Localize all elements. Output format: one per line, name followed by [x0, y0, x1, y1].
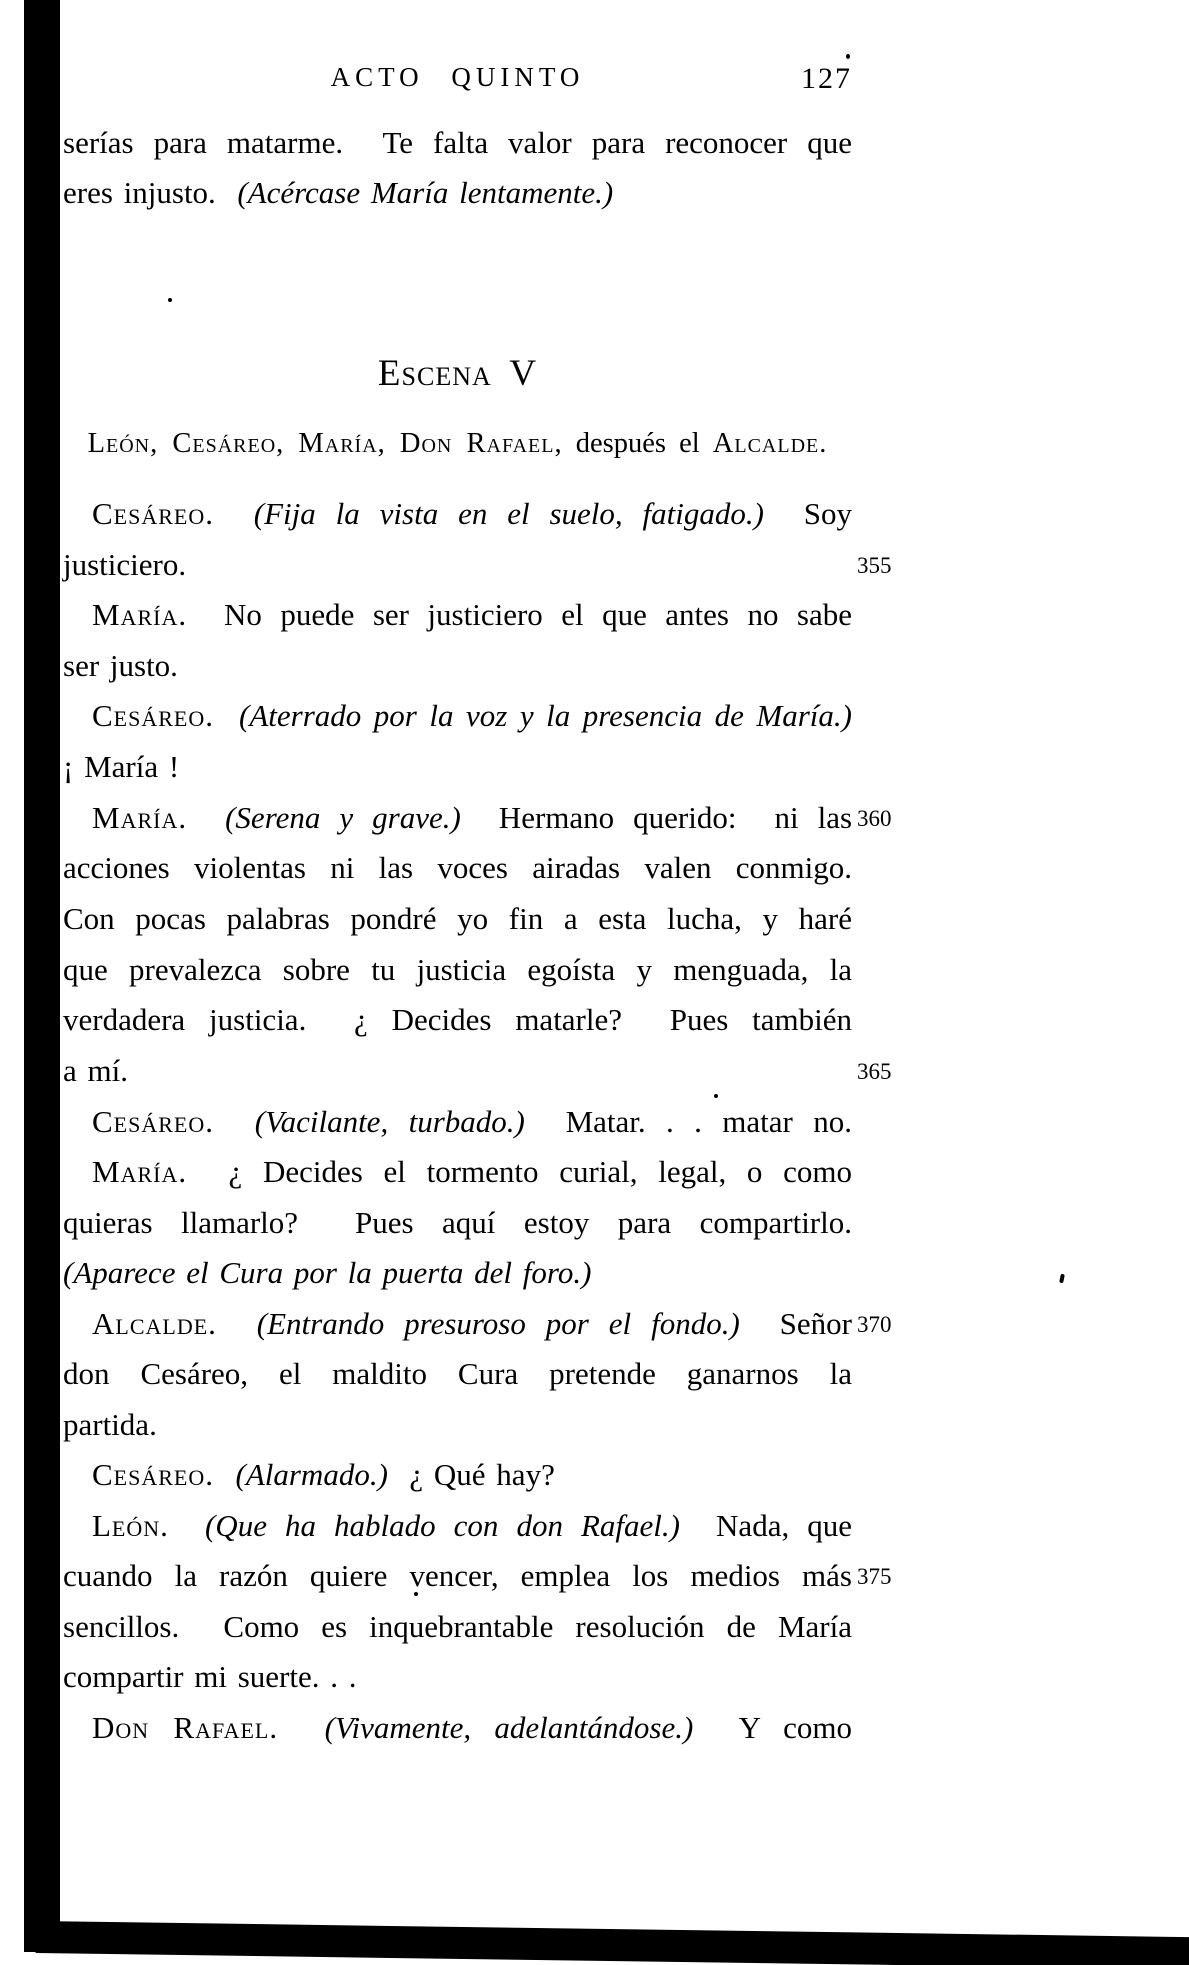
- running-head: ACTO QUINTO: [330, 62, 585, 92]
- stage-direction: (Vivamente, adelantándose.): [324, 1710, 694, 1745]
- speaker-name: Cesáreo.: [92, 496, 214, 531]
- dialogue-text: Señor: [739, 1306, 852, 1341]
- dialogue-text: ser justo.: [63, 648, 178, 683]
- stage-direction: (Aparece el Cura por la puerta del foro.): [63, 1255, 592, 1290]
- dialogue-text: acciones violentas ni las voces airadas valen conmigo.: [63, 850, 852, 885]
- dialogue-text: compartir mi suerte. . .: [63, 1659, 357, 1694]
- stage-direction: (Fija la vista en el suelo, fatigado.): [253, 496, 764, 531]
- text-line: [63, 1205, 852, 1241]
- dialogue-text: partida.: [63, 1407, 157, 1442]
- text-line: [63, 1457, 852, 1493]
- text-line: [63, 1053, 852, 1089]
- dialogue-text: sencillos. Como es inquebrantable resolución de María: [63, 1609, 852, 1644]
- text-line: [63, 1104, 852, 1140]
- text-line: [63, 952, 852, 988]
- text-line: [63, 1356, 852, 1392]
- text-line: [63, 1407, 852, 1443]
- text-line: [63, 547, 852, 583]
- text-line: [63, 496, 852, 532]
- text-line: [63, 1154, 852, 1190]
- stage-direction: (Que ha hablado con don Rafael.): [204, 1508, 680, 1543]
- text-line: [63, 800, 852, 836]
- dialogue-text: [214, 698, 239, 733]
- text-line: [63, 1306, 852, 1342]
- dialogue-text: [278, 1710, 324, 1745]
- verse-line-number: 355: [857, 553, 892, 578]
- dialogue-text: [217, 1306, 257, 1341]
- dialogue-text: que prevalezca sobre tu justicia egoísta y menguada, la: [63, 952, 852, 987]
- text-line: [63, 175, 852, 211]
- stage-direction: (Alarmado.): [235, 1457, 388, 1492]
- speaker-name: León.: [92, 1508, 169, 1543]
- text-line: [63, 901, 852, 937]
- dialogue-text: Y como: [693, 1710, 852, 1745]
- text-line: [63, 1255, 852, 1291]
- dialogue-text: a mí.: [63, 1053, 128, 1088]
- text-line: [63, 1508, 852, 1544]
- dialogue-text: [214, 1104, 255, 1139]
- speaker-name: María.: [92, 597, 188, 632]
- stage-direction: (Acércase María lentamente.): [237, 175, 614, 210]
- speaker-name: Don Rafael.: [92, 1710, 279, 1745]
- verse-line-number: 370: [857, 1312, 892, 1337]
- dialogue-text: don Cesáreo, el maldito Cura pretende ganarnos la: [63, 1356, 852, 1391]
- dialogue-text: ¡ María !: [63, 749, 180, 784]
- dialogue-text: justiciero.: [63, 547, 187, 582]
- speaker-name: Alcalde.: [92, 1306, 217, 1341]
- dialogue-text: Con pocas palabras pondré yo fin a esta lucha, y haré: [63, 901, 852, 936]
- text-line: [63, 1002, 852, 1038]
- text-line: [63, 1659, 852, 1695]
- dialogue-text: verdadera justicia. ¿ Decides matarle? Pues también: [63, 1002, 852, 1037]
- stage-direction: (Serena y grave.): [225, 800, 461, 835]
- text-line: [63, 648, 852, 684]
- scene-heading: [63, 353, 852, 394]
- text-line: [63, 698, 852, 734]
- dialogue-text: Hermano querido: ni las: [460, 800, 853, 835]
- text-line: [63, 850, 852, 886]
- dialogue-text: Nada, que: [679, 1508, 852, 1543]
- speaker-name: María.: [92, 800, 188, 835]
- dialogue-text: eres injusto.: [63, 175, 238, 210]
- speaker-name: Escena V: [377, 353, 538, 394]
- stage-direction: (Aterrado por la voz y la presencia de María.): [239, 698, 852, 733]
- cast-list: [63, 426, 852, 462]
- dialogue-text: quieras llamarlo? Pues aquí estoy para compartirlo.: [63, 1205, 852, 1240]
- text-line: [63, 1558, 852, 1594]
- speaker-name: Cesáreo.: [92, 1104, 214, 1139]
- dialogue-text: cuando la razón quiere vencer, emplea los medios más: [63, 1558, 852, 1593]
- dialogue-text: [187, 800, 225, 835]
- text-line: [63, 1710, 852, 1746]
- dialogue-text: ¿ Qué hay?: [387, 1457, 555, 1492]
- text-line: [63, 1609, 852, 1645]
- dialogue-text: [214, 1457, 236, 1492]
- speaker-name: María.: [92, 1154, 188, 1189]
- dialogue-text: Matar. . . matar no.: [524, 1104, 852, 1139]
- verse-line-number: 375: [857, 1564, 892, 1589]
- text-line: [63, 125, 852, 161]
- dialogue-text: después el: [562, 428, 713, 459]
- verse-line-number: 360: [857, 806, 892, 831]
- dialogue-text: [169, 1508, 205, 1543]
- stage-direction: (Vacilante, turbado.): [254, 1104, 525, 1139]
- speaker-name: Cesáreo.: [92, 1457, 214, 1492]
- text-line: [63, 597, 852, 633]
- dialogue-text: Soy: [763, 496, 852, 531]
- page-number: 127: [801, 62, 852, 95]
- verse-line-number: 365: [857, 1059, 892, 1084]
- speaker-name: Alcalde.: [712, 428, 828, 459]
- speaker-name: Cesáreo.: [92, 698, 214, 733]
- dialogue-text: serías para matarme. Te falta valor para reconocer que: [63, 125, 852, 160]
- dialogue-text: [214, 496, 254, 531]
- dialogue-text: No puede ser justiciero el que antes no sabe: [187, 597, 852, 632]
- speaker-name: León, Cesáreo, María, Don Rafael,: [87, 428, 563, 459]
- dialogue-text: ¿ Decides el tormento curial, legal, o como: [187, 1154, 852, 1189]
- text-line: [63, 749, 852, 785]
- stage-direction: (Entrando presuroso por el fondo.): [256, 1306, 740, 1341]
